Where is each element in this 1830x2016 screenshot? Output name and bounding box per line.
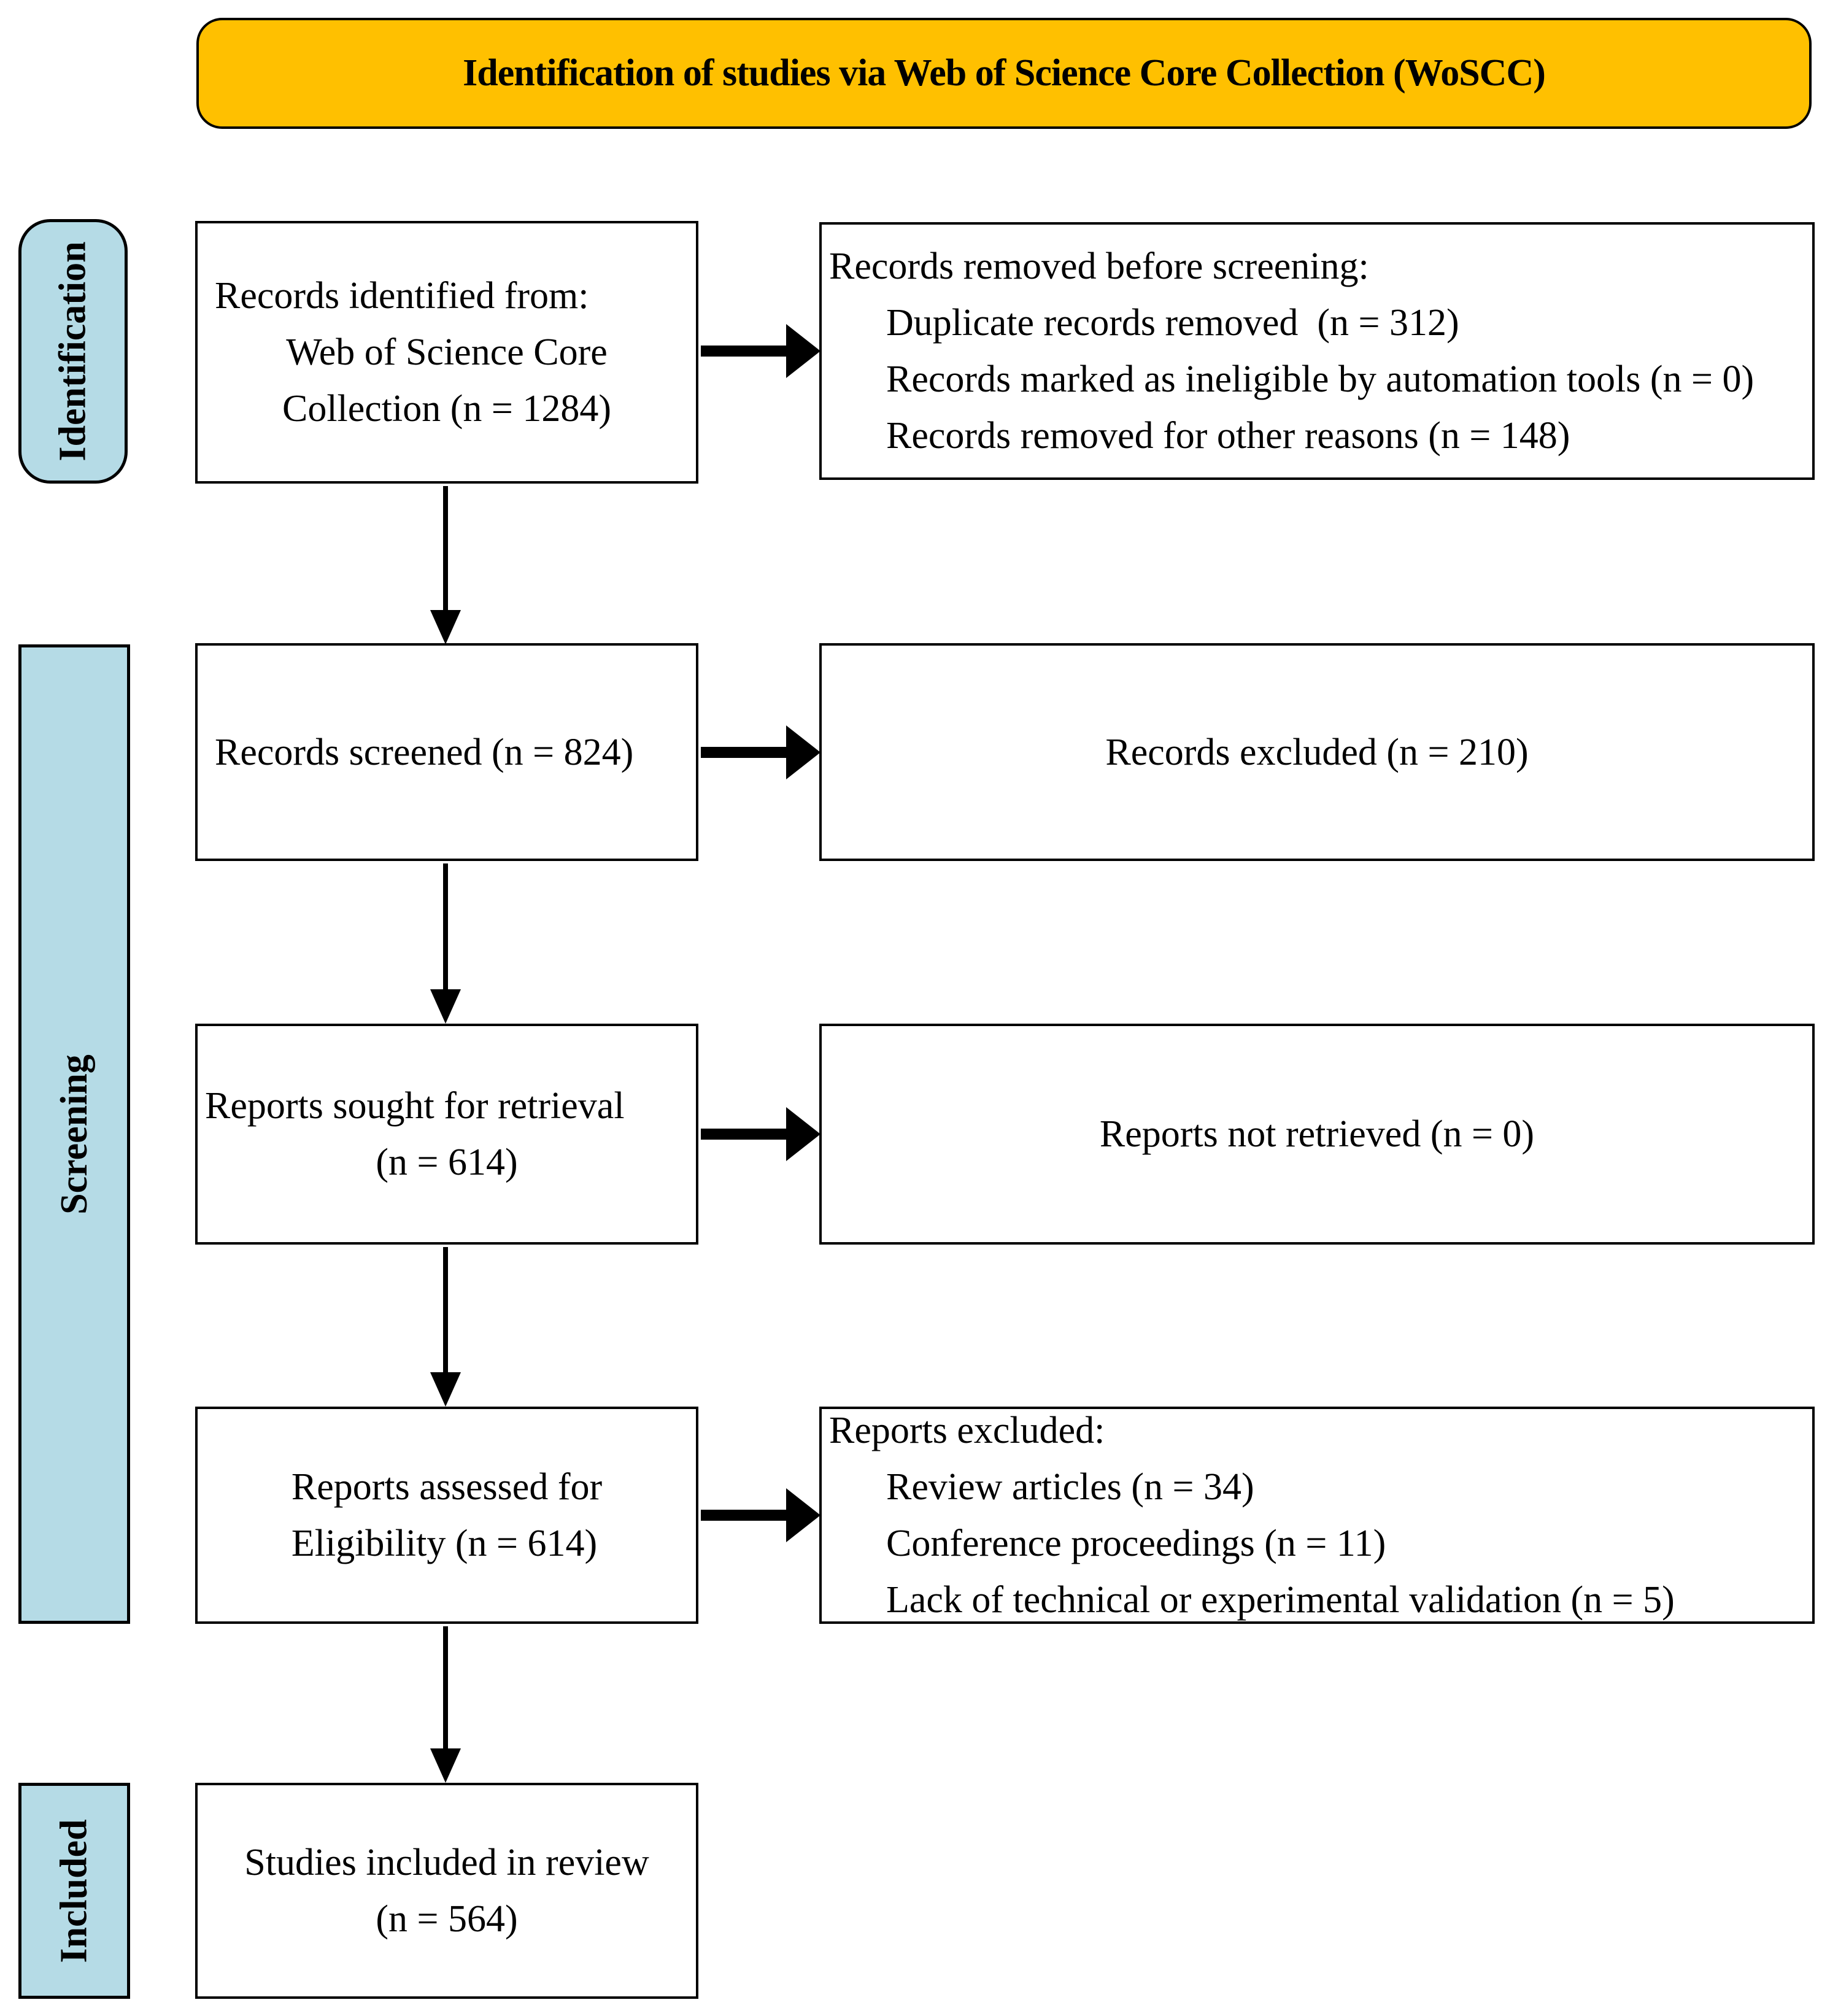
stage-label-screening: [18, 644, 130, 1624]
records-screened-label: Records screened (n = 824): [215, 731, 634, 773]
arrow-down-head-icon: [430, 610, 461, 644]
arrow-right-head-icon: [786, 1107, 820, 1161]
arrow-shaft: [443, 486, 448, 614]
records-identified-intro: Records identified from:: [215, 275, 589, 317]
reports-sought-line2: (n = 614): [376, 1141, 518, 1183]
box-reports-excluded: [819, 1407, 1815, 1624]
box-reports-not-retrieved: [819, 1024, 1815, 1245]
list-line: Review articles (n = 34): [886, 1466, 1254, 1508]
reports-assessed-line2: Eligibility (n = 614): [291, 1523, 598, 1564]
reports-assessed-line1: Reports assessed for: [291, 1466, 603, 1508]
studies-included-line2: (n = 564): [376, 1898, 518, 1940]
header-banner: [196, 18, 1812, 129]
arrow-right-head-icon: [786, 1488, 820, 1542]
reports-excluded-title: Reports excluded:: [829, 1410, 1105, 1451]
list-line: Records removed for other reasons (n = 148): [886, 415, 1570, 457]
list-line: Lack of technical or experimental validation (n = 5): [886, 1579, 1675, 1621]
arrow-down-head-icon: [430, 1748, 461, 1783]
studies-included-line1: Studies included in review: [244, 1842, 649, 1883]
records-identified-source-line2: Collection (n = 1284): [282, 388, 612, 430]
arrow-right-head-icon: [786, 324, 820, 378]
page-title: Identification of studies via Web of Science Core Collection (WoSCC): [463, 52, 1545, 94]
stage-label-identification: [18, 219, 128, 484]
stage-label-screening-text: Screening: [53, 1054, 95, 1215]
arrow-shaft: [701, 747, 788, 758]
arrow-down-head-icon: [430, 1372, 461, 1407]
reports-not-retrieved-label: Reports not retrieved (n = 0): [1099, 1113, 1535, 1155]
arrow-shaft: [443, 1247, 448, 1375]
box-reports-assessed: [195, 1407, 698, 1624]
stage-label-included: [18, 1783, 130, 1999]
list-line: Conference proceedings (n = 11): [886, 1523, 1386, 1564]
stage-label-identification-text: Identification: [52, 241, 94, 462]
records-identified-source-line1: Web of Science Core: [286, 331, 608, 373]
list-line: Records marked as ineligible by automation tools (n = 0): [886, 358, 1755, 400]
reports-excluded-items: [822, 1459, 1812, 1628]
box-records-screened: [195, 643, 698, 861]
box-records-removed-before-screening: [819, 222, 1815, 480]
box-records-identified: [195, 221, 698, 484]
records-removed-items: [822, 295, 1812, 464]
reports-sought-line1: Reports sought for retrieval: [205, 1085, 625, 1127]
box-records-excluded: [819, 643, 1815, 861]
arrow-down-head-icon: [430, 989, 461, 1024]
box-studies-included: [195, 1783, 698, 1999]
box-reports-sought: [195, 1024, 698, 1245]
arrow-shaft: [443, 1626, 448, 1751]
list-line: Duplicate records removed (n = 312): [886, 302, 1459, 344]
arrow-shaft: [701, 1510, 788, 1521]
records-removed-title: Records removed before screening:: [829, 245, 1369, 287]
arrow-right-head-icon: [786, 725, 820, 779]
records-excluded-label: Records excluded (n = 210): [1105, 731, 1529, 773]
arrow-shaft: [443, 863, 448, 993]
reports-assessed-text: [291, 1459, 602, 1572]
arrow-shaft: [701, 1129, 788, 1140]
arrow-shaft: [701, 346, 788, 357]
stage-label-included-text: Included: [53, 1818, 95, 1963]
